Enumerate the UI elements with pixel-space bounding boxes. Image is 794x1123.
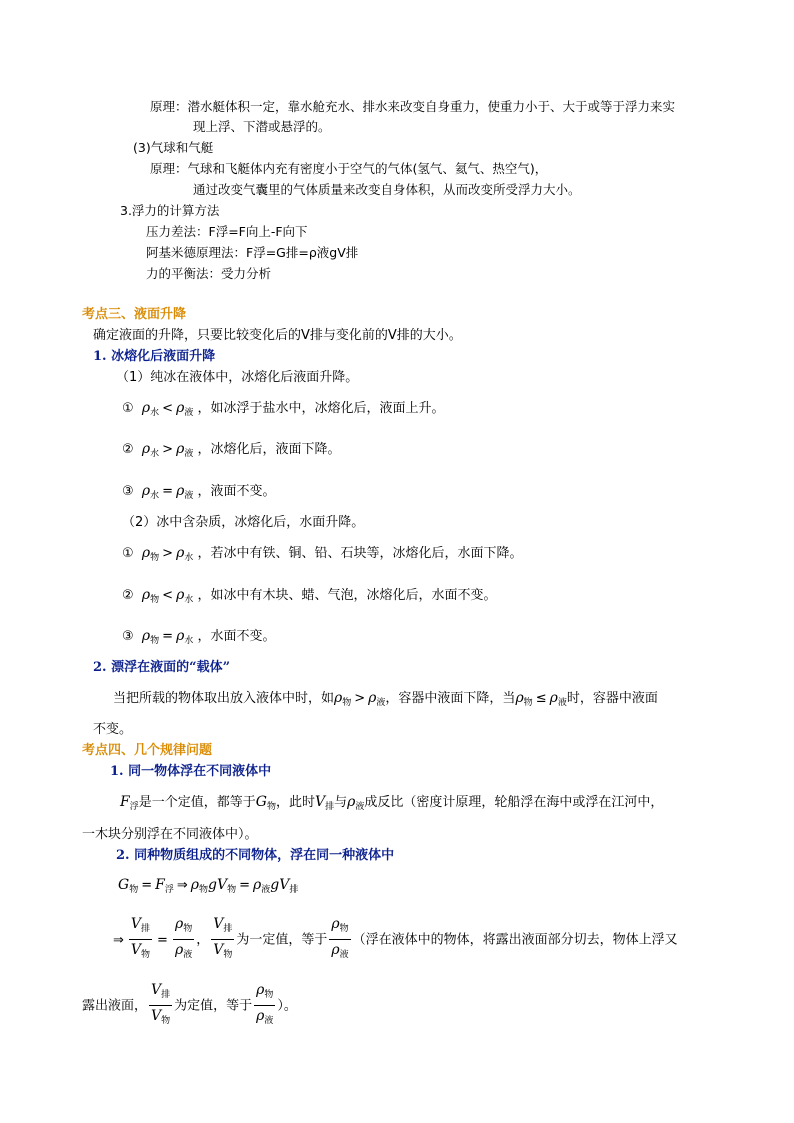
calc-methods-title: 3.浮力的计算方法 <box>120 203 220 218</box>
section3-heading: 考点三、液面升降 <box>82 307 187 322</box>
formula-rho-object-gt-rho-water: $\rho_物 > \rho_水$ <box>141 545 194 563</box>
same-object-text-line2: 一木块分别浮在不同液体中）。 <box>82 827 258 842</box>
formula-rho-water-lt-rho-liquid: $\rho_水 < \rho_液$ <box>141 400 194 418</box>
pressure-difference-method: 压力差法：F浮=F向上-F向下 <box>146 224 308 239</box>
balloon-principle-line1: 原理：气球和飞艇体内充有密度小于空气的气体(氢气、氦气、热空气)， <box>150 161 548 176</box>
ice-melting-heading: 1. 冰熔化后液面升降 <box>93 349 216 364</box>
submarine-principle-line1: 原理：潜水艇体积一定，靠水舱充水、排水来改变自身重力，使重力小于、大于或等于浮力来实 <box>150 99 676 114</box>
impure-ice-case-title: （2）冰中含杂质，冰熔化后，水面升降。 <box>122 515 365 530</box>
circled-number-2: ② <box>122 442 134 457</box>
formula-rho-object-gt-rho-liquid: $\rho_物 > \rho_液$ <box>334 690 386 708</box>
balloon-title: (3)气球和气艇 <box>133 140 214 155</box>
pure-ice-case-title: （1）纯冰在液体中，冰熔化后液面升降。 <box>116 370 359 385</box>
formula-rho-water-gt-rho-liquid: $\rho_水 > \rho_液$ <box>141 441 194 459</box>
archimedes-method: 阿基米德原理法：F浮=G排=ρ液gV排 <box>146 245 359 260</box>
pure-ice-case-2: ② $\rho_水 > \rho_液$ ，冰熔化后，液面下降。 <box>122 441 341 459</box>
ratio-equation-line: ⇒ $\frac{V_排}{V_物}$ = $\frac{\rho_物}{\rho_液}$ ， $\frac{V_排}{V_物}$ 为一定值，等于 $\frac{\rho_物}{\rho_液}$ （浮在液体中的物体，将露出液面部分切去，物体上浮又 <box>113 916 678 960</box>
ratio-conclusion-line: 露出液面， $\frac{V_排}{V_物}$ 为定值，等于 $\frac{\rho_物}{\rho_液}$ ）。 <box>82 982 297 1026</box>
floating-carrier-text-line2: 不变。 <box>93 722 133 737</box>
impure-ice-case-3: ③ $\rho_物 = \rho_水$ ，水面不变。 <box>122 628 276 646</box>
impure-ice-case-1: ① $\rho_物 > \rho_水$ ，若冰中有铁、铜、铅、石块等，冰熔化后，水面下降。 <box>122 545 523 563</box>
pure-ice-case-3: ③ $\rho_水 = \rho_液$ ，液面不变。 <box>122 483 276 501</box>
formula-rho-water-eq-rho-liquid: $\rho_水 = \rho_液$ <box>141 483 194 501</box>
impure-ice-case-2: ② $\rho_物 < \rho_水$ ，如冰中有木块、蜡、气泡，冰熔化后，水面不变。 <box>122 587 497 605</box>
pure-ice-case-1: ① $\rho_水 < \rho_液$ ，如冰浮于盐水中，冰熔化后，液面上升。 <box>122 400 445 418</box>
circled-number-1: ① <box>122 401 134 416</box>
section3-intro: 确定液面的升降，只要比较变化后的V排与变化前的V排的大小。 <box>93 328 462 343</box>
balloon-principle-line2: 通过改变气囊里的气体质量来改变自身体积，从而改变所受浮力大小。 <box>193 182 581 197</box>
equation-g-equals-f: $G_物 = F_浮$ ⇒ $\rho_物gV_物 = \rho_液gV_排$ <box>118 877 299 895</box>
same-object-heading: 1. 同一物体浮在不同液体中 <box>110 764 272 779</box>
same-material-heading: 2. 同种物质组成的不同物体，浮在同一种液体中 <box>116 848 395 863</box>
same-object-text-line1: $F_浮$是一个定值，都等于$G_物$，此时$V_排$与$\rho_液$成反比（密度计原理，轮船浮在海中或浮在江河中， <box>120 794 664 812</box>
section4-heading: 考点四、几个规律问题 <box>82 743 213 758</box>
floating-carrier-text-line1: 当把所载的物体取出放入液体中时，如$\rho_物 > \rho_液$，容器中液面下降，当$\rho_物 \le \rho_液$时，容器中液面 <box>113 690 658 708</box>
floating-carrier-heading: 2. 漂浮在液面的“载体” <box>93 660 231 675</box>
formula-rho-object-eq-rho-water: $\rho_物 = \rho_水$ <box>141 628 194 646</box>
circled-number-3: ③ <box>122 484 134 499</box>
formula-rho-object-le-rho-liquid: $\rho_物 \le \rho_液$ <box>515 690 567 708</box>
submarine-principle-line2: 现上浮、下潜或悬浮的。 <box>193 119 331 134</box>
formula-rho-object-lt-rho-water: $\rho_物 < \rho_水$ <box>141 587 194 605</box>
force-balance-method: 力的平衡法：受力分析 <box>146 266 272 281</box>
